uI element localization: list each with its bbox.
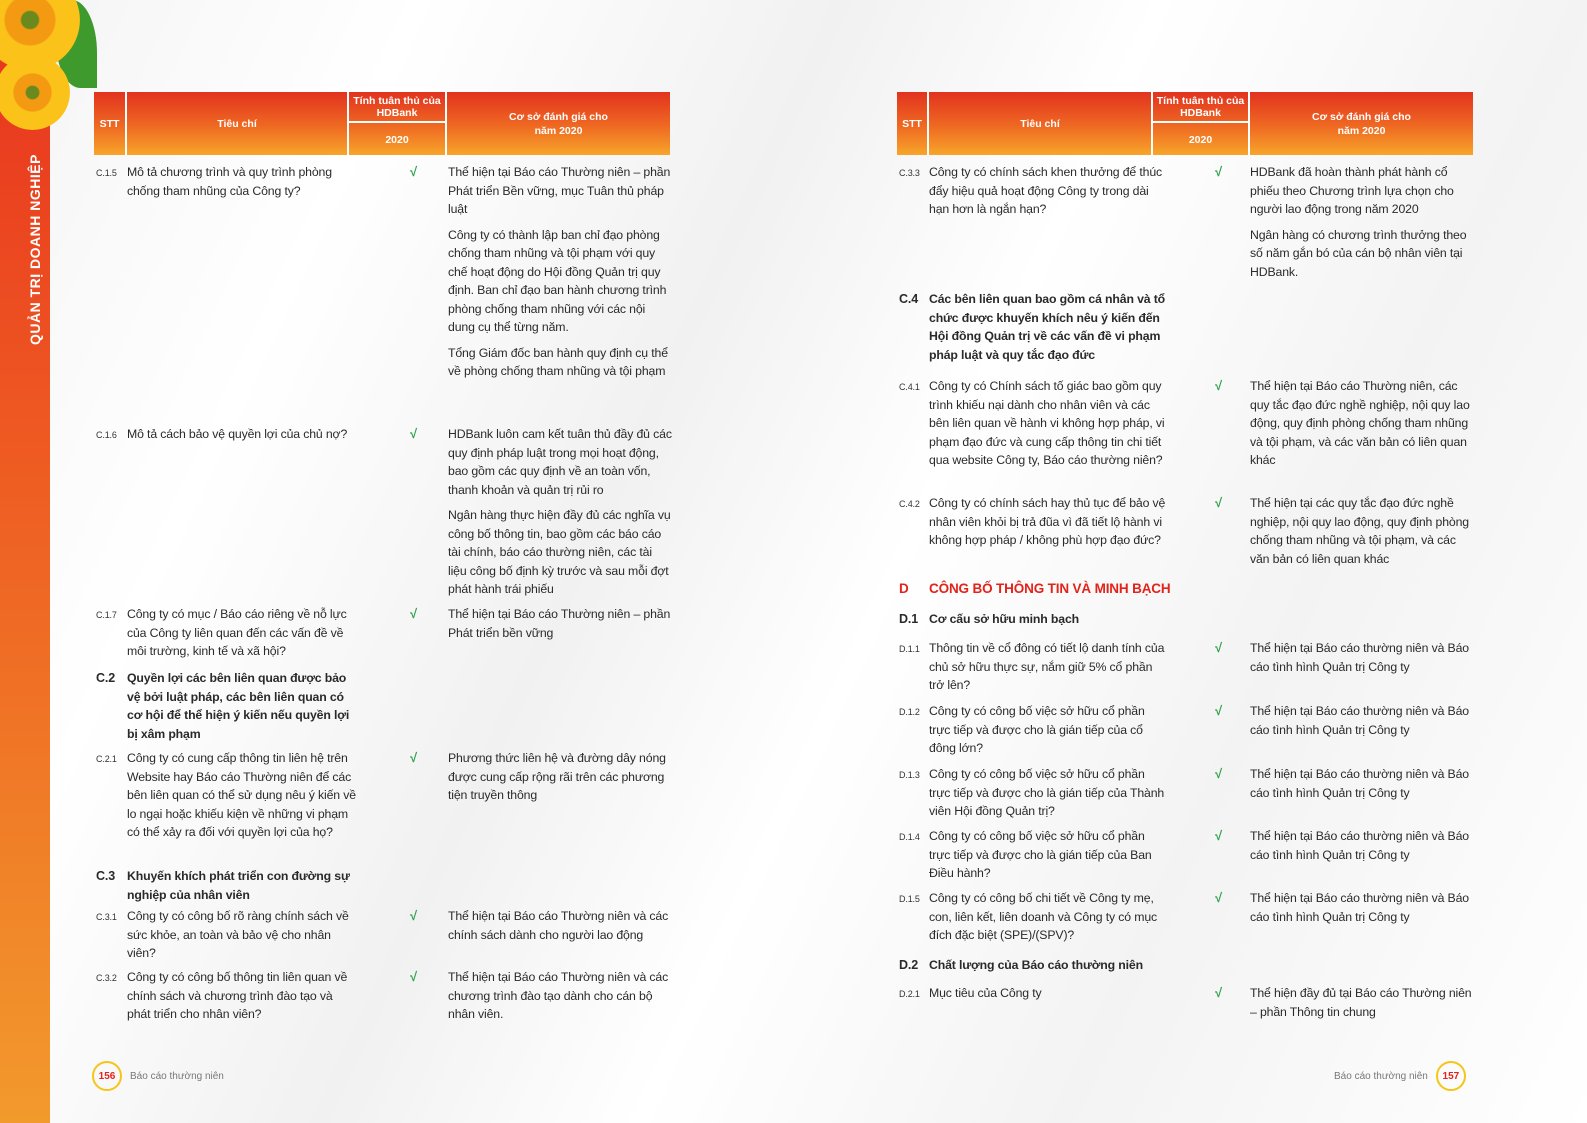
row-criteria: Mô tả cách bảo vệ quyền lợi của chủ nợ? (127, 427, 348, 441)
row-basis (448, 425, 673, 606)
basis-paragraph: HDBank luôn cam kết tuân thủ đầy đủ các quy định pháp luật trong mọi hoạt động, bao gồm các quy định về an toàn vốn, thanh khoản và quản trị rủi ro (448, 427, 672, 497)
row-criteria: Công ty có công bố việc sở hữu cổ phần trực tiếp và được cho là gián tiếp của cổ đông lớn? (929, 704, 1145, 755)
check-icon: √ (410, 164, 417, 179)
footer-right (1334, 1061, 1466, 1091)
header-basis: Cơ sở đánh giá cho năm 2020 (509, 110, 608, 137)
basis-paragraph: Thể hiện tại Báo cáo thường niên và Báo cáo tình hình Quản trị Công ty (1250, 641, 1469, 674)
basis-paragraph: Thể hiện tại Báo cáo Thường niên – phần Phát triển bền vững (448, 607, 671, 640)
check-icon: √ (410, 606, 417, 621)
row-criteria: Mục tiêu của Công ty (929, 986, 1042, 1000)
row-code: D.1.5 (899, 894, 920, 904)
row-basis (1250, 639, 1475, 683)
row-criteria: Công ty có công bố chi tiết về Công ty mẹ, con, liên kết, liên doanh và Công ty có mục đích đặc biệt (SPE)/(SPV)? (929, 891, 1158, 942)
row-code: C.2.1 (96, 754, 117, 764)
check-icon: √ (1215, 890, 1222, 905)
row-code: C.1.5 (96, 168, 117, 178)
row-code: C.1.7 (96, 610, 117, 620)
section-heading: Quyền lợi các bên liên quan được bảo vệ bởi luật pháp, các bên liên quan có cơ hội để thể hiện ý kiến nếu quyền lợi bị xâm phạm (127, 671, 350, 741)
basis-paragraph: Thể hiện tại Báo cáo thường niên và Báo cáo tình hình Quản trị Công ty (1250, 891, 1469, 924)
row-code: C.4.1 (899, 382, 920, 392)
row-criteria: Công ty có chính sách hay thủ tục để bảo vệ nhân viên khỏi bị trả đũa vì đã tiết lộ hành vi không hợp pháp / không phù hợp đạo đức? (929, 496, 1166, 547)
row-basis (448, 968, 673, 1031)
table-header-left (94, 92, 670, 155)
basis-paragraph: Công ty có thành lập ban chỉ đạo phòng chống tham nhũng và tội phạm với quy chế hoạt động do Hội đồng Quản trị quy định. Ban chỉ đạo ban hành chương trình phòng chống tham nhũng với các nội dung cụ thể từng năm. (448, 227, 667, 334)
section-heading: Cơ cấu sở hữu minh bạch (929, 612, 1080, 626)
flower-decoration (0, 55, 70, 130)
table-header-right (897, 92, 1473, 155)
check-icon: √ (1215, 378, 1222, 393)
basis-paragraph: Ngân hàng có chương trình thưởng theo số năm gắn bó của cán bộ nhân viên tại HDBank. (1250, 227, 1467, 279)
row-basis (1250, 702, 1475, 746)
row-basis (1250, 889, 1475, 933)
footer-title: Báo cáo thường niên (1334, 1070, 1428, 1082)
basis-paragraph: Thể hiện tại Báo cáo Thường niên và các chính sách dành cho người lao động (448, 909, 669, 942)
row-basis (1250, 377, 1475, 477)
check-icon: √ (1215, 985, 1222, 1000)
check-icon: √ (1215, 703, 1222, 718)
row-code: D.1.2 (899, 707, 920, 717)
header-year: 2020 (1188, 133, 1213, 146)
check-icon: √ (410, 426, 417, 441)
check-icon: √ (1215, 828, 1222, 843)
basis-paragraph: Thể hiện tại Báo cáo thường niên và Báo cáo tình hình Quản trị Công ty (1250, 829, 1469, 862)
section-heading: Khuyến khích phát triển con đường sự nghiệp của nhân viên (127, 869, 350, 902)
row-basis (448, 907, 673, 951)
header-criteria: Tiêu chí (127, 92, 349, 155)
row-basis (1250, 984, 1475, 1028)
row-criteria: Công ty có mục / Báo cáo riêng về nỗ lực của Công ty liên quan đến các vấn đề về môi trường, kinh tế và xã hội? (127, 607, 347, 658)
row-criteria: Mô tả chương trình và quy trình phòng chống tham nhũng của Công ty? (127, 165, 332, 198)
header-year: 2020 (385, 133, 409, 146)
row-code: C.3.2 (96, 973, 117, 983)
header-criteria: Tiêu chí (929, 92, 1153, 155)
basis-paragraph: Thể hiện tại các quy tắc đạo đức nghề nghiệp, nội quy lao động, quy định phòng chống tham nhũng và tội phạm, và các văn bản có liên quan khác (1250, 496, 1469, 566)
row-criteria: Công ty có công bố rõ ràng chính sách về sức khỏe, an toàn và bảo vệ cho nhân viên? (127, 909, 349, 960)
header-stt: STT (897, 92, 929, 155)
basis-paragraph: Thể hiện tại Báo cáo thường niên và Báo cáo tình hình Quản trị Công ty (1250, 704, 1469, 737)
row-code: C.2 (96, 671, 116, 685)
check-icon: √ (410, 750, 417, 765)
row-code: D.2 (899, 958, 919, 972)
row-code: D.1.3 (899, 770, 920, 780)
row-basis (448, 605, 673, 649)
row-criteria: Công ty có công bố thông tin liên quan về chính sách và chương trình đào tạo và phát triển cho nhân viên? (127, 970, 348, 1021)
row-basis (1250, 494, 1475, 575)
row-code: D.1.4 (899, 832, 920, 842)
row-code: C.1.6 (96, 430, 117, 440)
basis-paragraph: Thể hiện tại Báo cáo thường niên và Báo cáo tình hình Quản trị Công ty (1250, 767, 1469, 800)
header-stt: STT (94, 92, 127, 155)
basis-paragraph: Tổng Giám đốc ban hành quy định cụ thể về phòng chống tham nhũng và tội phạm (448, 345, 668, 378)
row-code: D.1.1 (899, 644, 920, 654)
check-icon: √ (410, 969, 417, 984)
row-code: C.3 (96, 869, 116, 883)
row-basis (448, 749, 673, 812)
footer-title: Báo cáo thường niên (130, 1070, 224, 1082)
row-code: C.4 (899, 292, 919, 306)
basis-paragraph: HDBank đã hoàn thành phát hành cổ phiếu theo Chương trình lựa chọn cho người lao động trong năm 2020 (1250, 165, 1454, 216)
section-heading: Các bên liên quan bao gồm cá nhân và tổ chức được khuyến khích nêu ý kiến đến Hội đồng Quản trị về các vấn đề vi phạm pháp luật và quy tắc đạo đức (929, 292, 1166, 362)
basis-paragraph: Thể hiện tại Báo cáo Thường niên và các chương trình đào tạo dành cho cán bộ nhân viên. (448, 970, 669, 1021)
row-criteria: Công ty có chính sách khen thưởng để thúc đẩy hiệu quả hoạt động Công ty trong dài hạn hơn là ngắn hạn? (929, 165, 1163, 216)
check-icon: √ (1215, 766, 1222, 781)
header-compliance: Tính tuân thủ của HDBank (349, 92, 445, 123)
row-criteria: Công ty có cung cấp thông tin liên hệ trên Website hay Báo cáo Thường niên để các bên liên quan có thể sử dụng nêu ý kiến về lo ngại hoặc khiếu kiện về những vi phạm có thể xảy ra đối với quyền lợi của họ? (127, 751, 356, 839)
row-basis (1250, 827, 1475, 871)
basis-paragraph: Phương thức liên hệ và đường dây nóng được cung cấp rộng rãi trên các phương tiện truyền thông (448, 751, 666, 802)
page-number: 157 (1436, 1061, 1466, 1091)
row-criteria: Thông tin về cổ đông có tiết lộ danh tính của chủ sở hữu thực sự, nắm giữ 5% cổ phần trở lên? (929, 641, 1165, 692)
page-number: 156 (92, 1061, 122, 1091)
check-icon: √ (1215, 164, 1222, 179)
check-icon: √ (1215, 495, 1222, 510)
footer-left (92, 1061, 224, 1091)
row-code: D.2.1 (899, 989, 920, 999)
row-code: C.3.1 (96, 912, 117, 922)
section-spine (0, 0, 50, 1123)
row-code: D (899, 581, 909, 596)
basis-paragraph: Thể hiện tại Báo cáo Thường niên, các quy tắc đạo đức nghề nghiệp, nội quy lao động, quy định phòng chống tham nhũng và tội phạm, và các văn bản có liên quan khác (1250, 379, 1470, 467)
basis-paragraph: Ngân hàng thực hiện đầy đủ các nghĩa vụ công bố thông tin, bao gồm các báo cáo tài chính, báo cáo thường niên, các tài liệu công bố định kỳ trước và sau mỗi đợt phát hành trái phiếu (448, 508, 671, 596)
basis-paragraph: Thể hiện đầy đủ tại Báo cáo Thường niên – phần Thông tin chung (1250, 986, 1472, 1019)
row-criteria: Công ty có công bố việc sở hữu cổ phần trực tiếp và được cho là gián tiếp của Ban Điều hành? (929, 829, 1152, 880)
row-basis (1250, 163, 1475, 288)
row-code: D.1 (899, 612, 919, 626)
basis-paragraph: Thể hiện tại Báo cáo Thường niên – phần Phát triển Bền vững, mục Tuân thủ pháp luật (448, 165, 671, 216)
section-heading: Chất lượng của Báo cáo thường niên (929, 958, 1143, 972)
row-code: C.4.2 (899, 499, 920, 509)
header-compliance: Tính tuân thủ của HDBank (1153, 92, 1248, 123)
header-basis: Cơ sở đánh giá cho năm 2020 (1312, 110, 1411, 137)
row-criteria: Công ty có công bố việc sở hữu cổ phần trực tiếp và được cho là gián tiếp của Thành viên Hội đồng Quản trị? (929, 767, 1165, 818)
check-icon: √ (410, 908, 417, 923)
row-basis (448, 163, 673, 388)
check-icon: √ (1215, 640, 1222, 655)
section-heading: CÔNG BỐ THÔNG TIN VÀ MINH BẠCH (929, 581, 1171, 596)
row-criteria: Công ty có Chính sách tố giác bao gồm quy trình khiếu nại dành cho nhân viên và các bên liên quan về hành vi không hợp pháp, vi phạm đạo đức và cung cấp thông tin chi tiết qua website Công ty, Báo cáo thường niên? (929, 379, 1165, 467)
row-code: C.3.3 (899, 168, 920, 178)
row-basis (1250, 765, 1475, 809)
section-title: QUẢN TRỊ DOANH NGHIỆP (27, 154, 43, 345)
